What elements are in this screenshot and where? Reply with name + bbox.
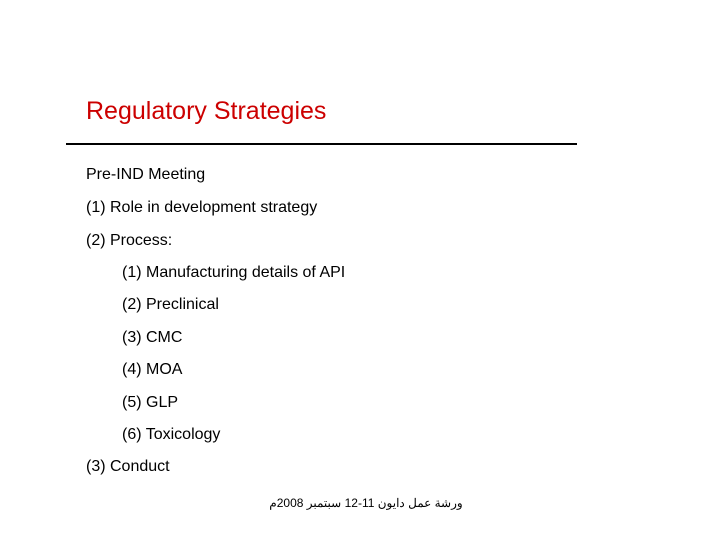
sub-item-preclinical: (2) Preclinical xyxy=(122,296,219,313)
slide-footer: ورشة عمل دايون 11-12 سبتمبر 2008م xyxy=(269,496,463,510)
sub-item-cmc: (3) CMC xyxy=(122,329,183,346)
sub-item-manufacturing: (1) Manufacturing details of API xyxy=(122,264,346,281)
sub-item-glp: (5) GLP xyxy=(122,394,179,411)
sub-item-moa: (4) MOA xyxy=(122,361,183,378)
sub-item-toxicology: (6) Toxicology xyxy=(122,426,221,443)
heading-pre-ind-meeting: Pre-IND Meeting xyxy=(86,166,206,183)
slide-title: Regulatory Strategies xyxy=(86,97,327,125)
list-item-role: (1) Role in development strategy xyxy=(86,199,318,216)
list-item-conduct: (3) Conduct xyxy=(86,458,170,475)
list-item-process: (2) Process: xyxy=(86,232,173,249)
title-divider xyxy=(66,143,577,145)
